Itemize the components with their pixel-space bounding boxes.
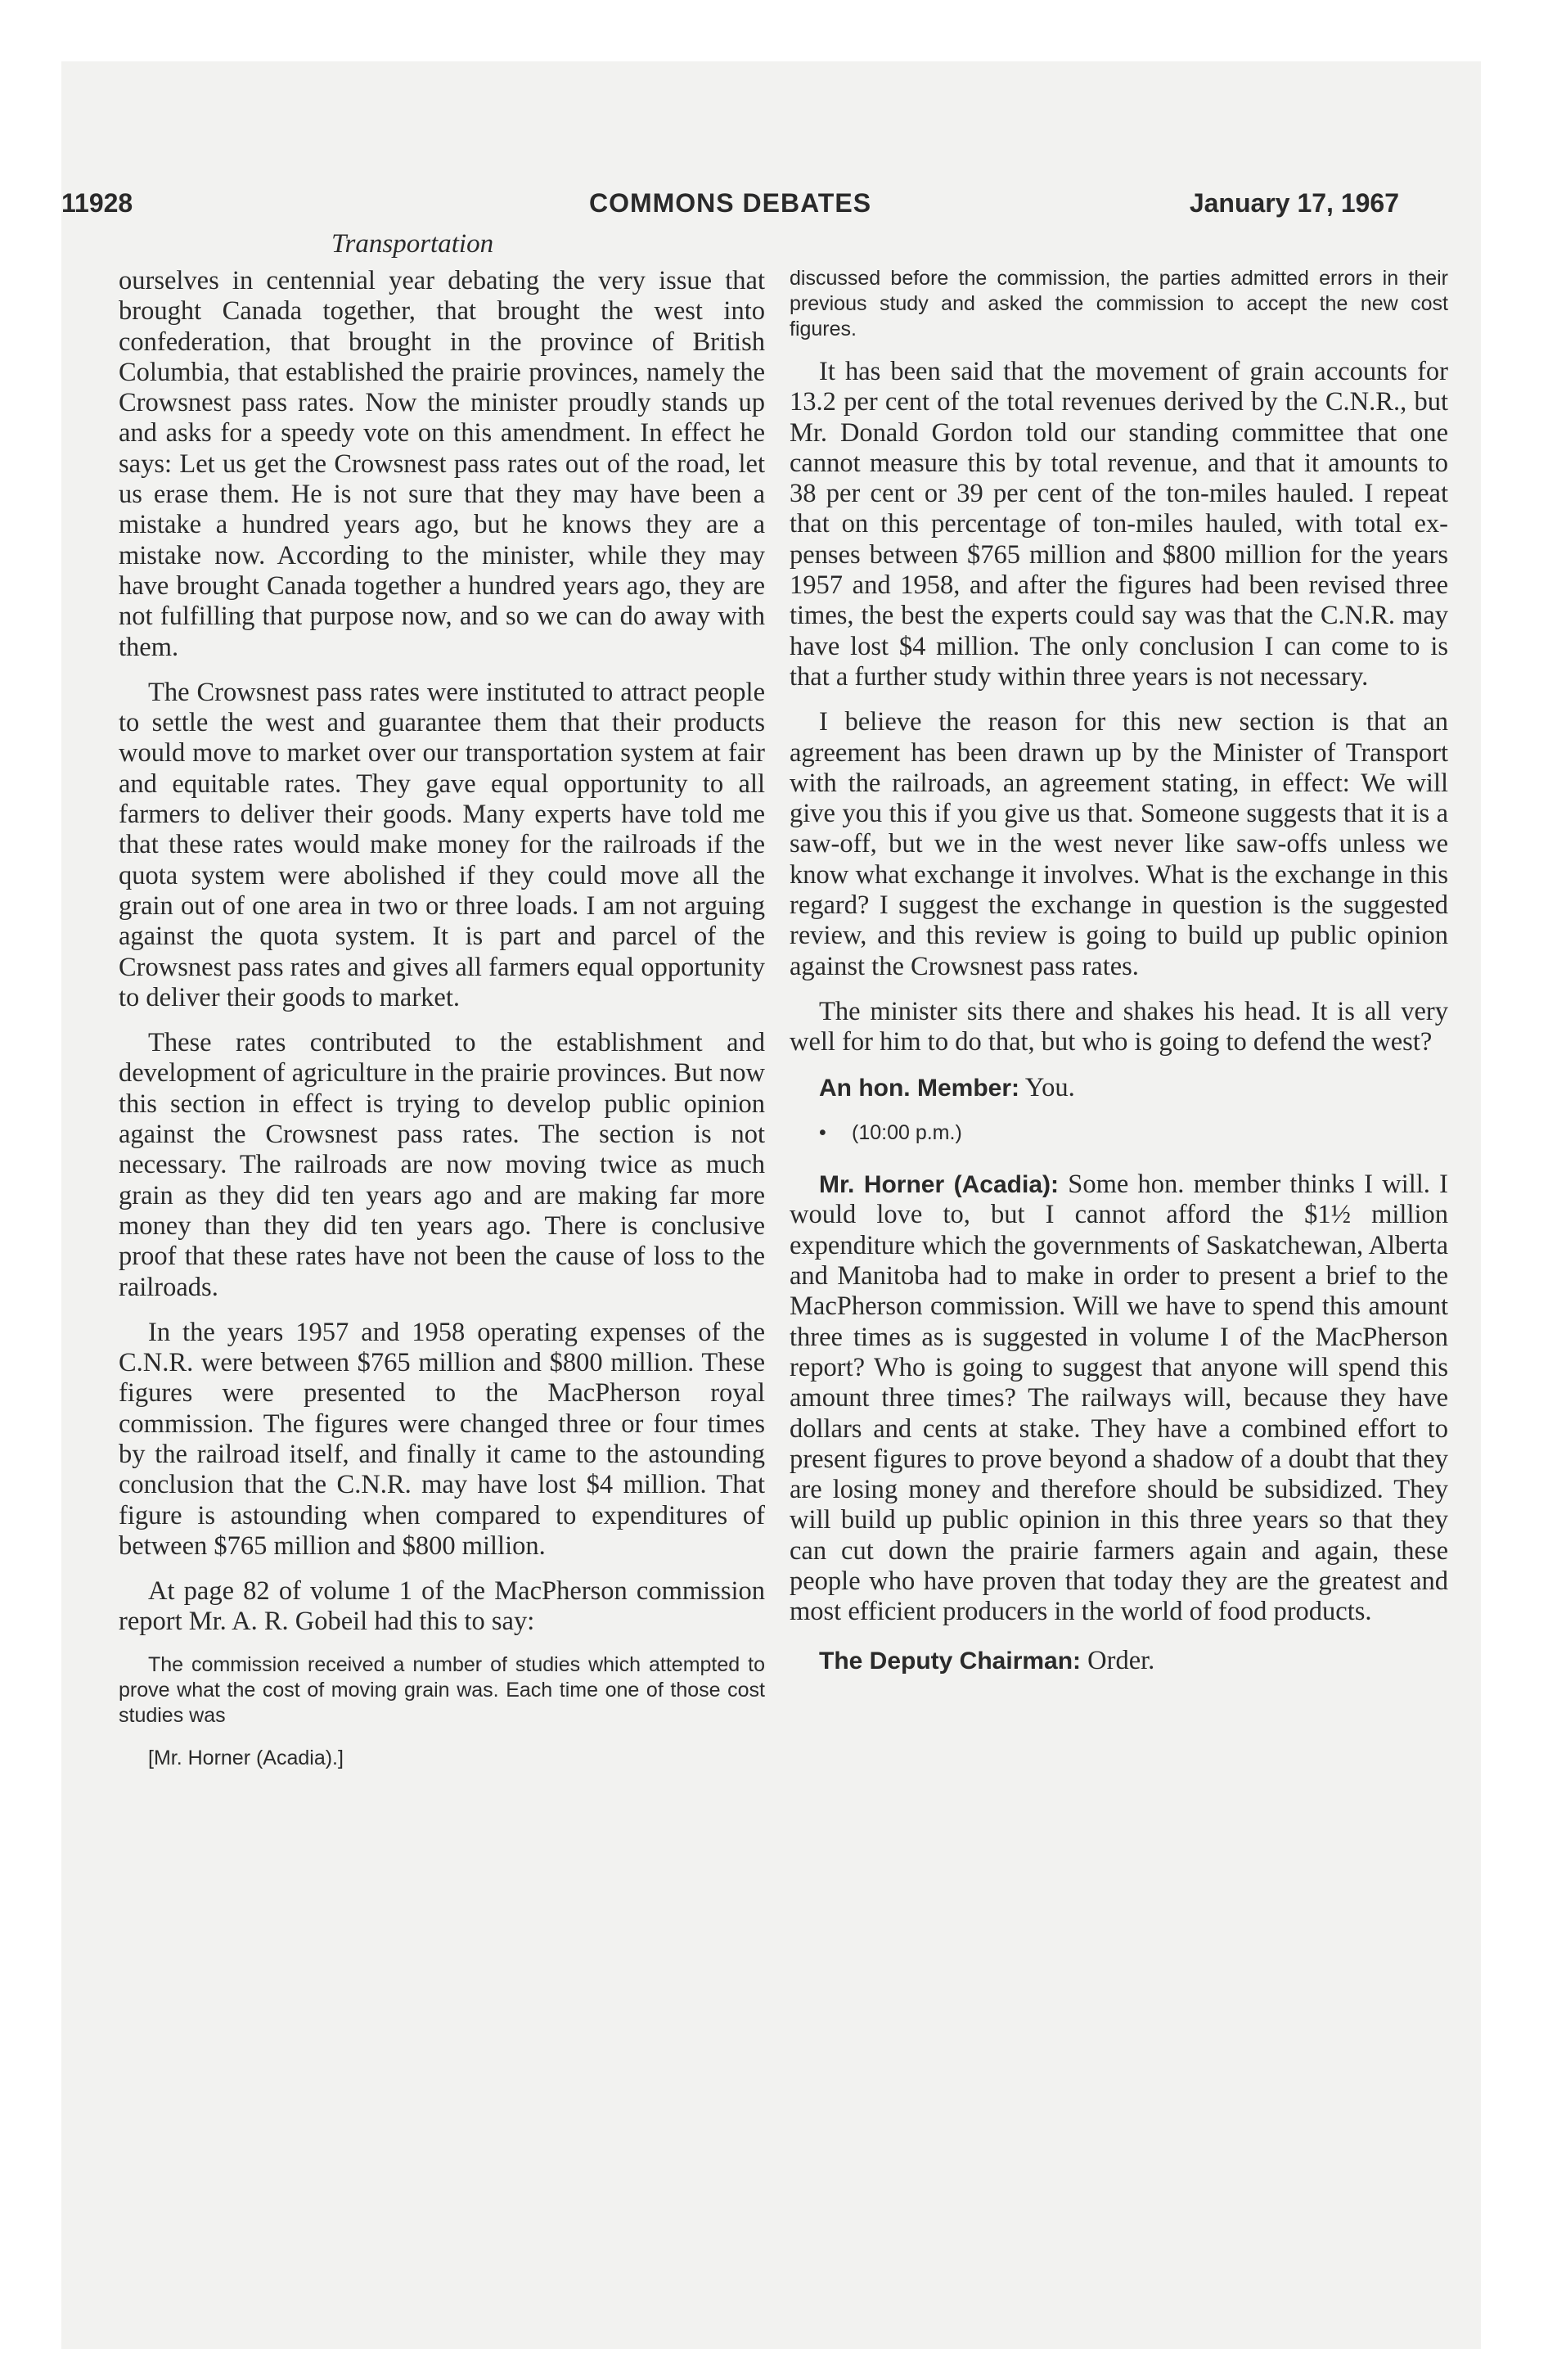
time-text: (10:00 p.m.) <box>852 1120 962 1144</box>
block-quote: The commission received a number of studies which attempted to prove what the cost of moving grain was. Each time one of those cost studies was <box>119 1652 765 1727</box>
footer-speaker-note: [Mr. Horner (Acadia).] <box>148 1746 344 1769</box>
paragraph: These rates contributed to the establishment and development of agriculture in the prairie provinces. But now this section in effect is trying to develop public opinion against the Crowsnest pass rates. The section is not necessary. The railroads are now moving twice as much grain as they did ten years ago and are making far more money than they did ten years ago. There is conclusive proof that these rates have not been the cause of loss to the railroads. <box>119 1028 765 1302</box>
paragraph: At page 82 of volume 1 of the MacPherson commission report Mr. A. R. Gobeil had this to say: <box>119 1576 765 1637</box>
speaker-name: The Deputy Chairman: <box>819 1647 1082 1675</box>
paragraph: It has been said that the movement of grain accounts for 13.2 per cent of the total revenues derived by the C.N.R., but Mr. Donald Gordon told our standing committee that one cannot measure this by total revenue, and that it amounts to 38 per cent or 39 per cent of the ton-miles hauled. I repeat that on this percentage of ton-miles hauled, with total expenses between $765 million and $800 million for the years 1957 and 1958, and after the figures had been revised three times, the best the experts could say was that the C.N.R. may have lost $4 million. The only conclusion I can come to is that a further study within three years is not necessary. <box>790 357 1448 692</box>
time-stamp <box>819 1118 1448 1148</box>
speaker-name: An hon. Member: <box>819 1074 1019 1102</box>
bullet-icon: • <box>819 1120 826 1144</box>
publication-title: COMMONS DEBATES <box>588 188 872 218</box>
page-date: January 17, 1967 <box>1189 188 1399 218</box>
paragraph: In the years 1957 and 1958 operating expenses of the C.N.R. were between $765 million and $800 million. These figures were presented to the MacPherson royal commission. The figures were changed three or four times by the railroad itself, and finally it came to the astounding conclusion that the C.N.R. may have lost $4 million. That figure is astounding when compared to expenditures of between $765 million and $800 million. <box>119 1317 765 1561</box>
speech <box>790 1170 1448 1627</box>
left-column <box>119 266 765 1788</box>
subject-heading: Transportation <box>331 229 494 259</box>
speech-text: Some hon. member thinks I will. I would love to, but I cannot afford the $1½ million expenditure which the governments of Saskatchewan, Alberta and Manitoba had to make in order to present a brief to the MacPherson commission. Will we have to spend this amount three times as is suggested in volume I of the MacPherson report? Who is going to suggest that anyone will spend this amount three times? The railways will, because they have dollars and cents at stake. They have a combined effort to present figures to prove beyond a shadow of a doubt that they are losing money and therefore should be subsidized. They will build up public opinion in this three years so that they can cut down the prairie farmers again and again, these people who have proven that today they are the greatest and most efficient producers in the world of food products. <box>790 1170 1449 1627</box>
paragraph: ourselves in centennial year debating the very issue that brought Canada together, that brought the west into confederation, that brought in the province of British Columbia, that established the prairie provinces, namely the Crowsnest pass rates. Now the minister proudly stands up and asks for a speedy vote on this amendment. In effect he says: Let us get the Crowsnest pass rates out of the road, let us erase them. He is not sure that they may have been a mistake a hundred years ago, but he knows they are a mistake now. According to the minister, while they may have brought Canada together a hundred years ago, they are not fulfilling that purpose now, and so we can do away with them. <box>119 266 765 662</box>
paragraph: I believe the reason for this new section is that an agreement has been drawn up by the Minister of Transport with the railroads, an agreement stating, in effect: We will give you this if you give us that. Someone suggests that it is a saw-off, but we in the west never like saw-offs unless we know what exchange it involves. What is the exchange in this regard? I suggest the exchange in question is the suggested review, and this review is going to build up public opinion against the Crowsnest pass rates. <box>790 707 1448 981</box>
paragraph: The Crowsnest pass rates were instituted to attract people to settle the west and guarantee them that their products would move to market over our transportation system at fair and equitable rates. They gave equal opportunity to all farmers to deliver their goods. Many experts have told me that these rates would make money for the railroads if the quota system were abolished if they could move all the grain out of one area in two or three loads. I am not arguing against the quota system. It is part and parcel of the Crowsnest pass rates and gives all farmers equal opportunity to deliver their goods to market. <box>119 677 765 1012</box>
page-header <box>61 188 1399 226</box>
speaker-name: Mr. Horner (Acadia): <box>819 1171 1059 1199</box>
speech <box>790 1646 1448 1676</box>
block-quote-continued: discussed before the commission, the parties admitted errors in their previous study and asked the commission to accept the new cost figures. <box>790 267 1448 340</box>
speech-text: You. <box>1024 1072 1075 1102</box>
page-number: 11928 <box>61 188 133 218</box>
interjection <box>790 1073 1448 1103</box>
speech-text: Order. <box>1087 1645 1155 1675</box>
right-column <box>790 266 1448 1691</box>
paragraph: The minister sits there and shakes his head. It is all very well for him to do that, but who is going to defend the west? <box>790 996 1448 1057</box>
